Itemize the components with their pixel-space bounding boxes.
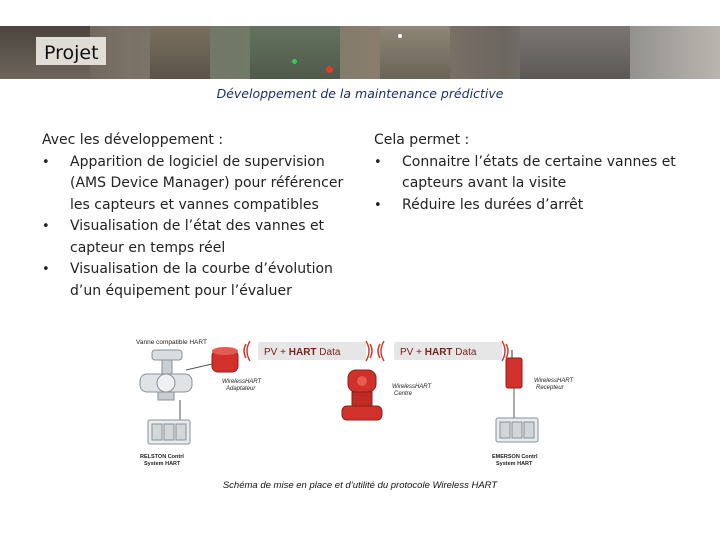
banner-light <box>292 59 297 64</box>
banner-photo-segment <box>380 26 450 79</box>
right-system-label-2: System HART <box>496 461 533 467</box>
gateway-icon <box>342 370 382 420</box>
adapter-label-1: WirelessHART <box>222 379 262 385</box>
list-item <box>42 152 362 217</box>
left-system-label-2: System HART <box>144 461 181 467</box>
receiver-label-2: Recepteur <box>536 385 564 391</box>
wireless-hart-diagram <box>130 320 590 495</box>
banner-light <box>398 34 402 38</box>
valve-icon <box>140 350 192 400</box>
bullet-icon: • <box>42 154 50 170</box>
list-item-text: Visualisation de l’état des vannes et capteur en temps réel <box>70 218 325 256</box>
list-item-text: Connaitre l’états de certaine vannes et capteurs avant la visite <box>402 153 676 191</box>
banner-light <box>326 66 333 73</box>
bullet-icon: • <box>374 154 382 170</box>
list-item <box>42 216 362 259</box>
bullet-icon: • <box>374 197 382 213</box>
page-title: Projet <box>44 42 99 64</box>
right-intro: Cela permet : <box>374 132 470 148</box>
diagram-caption: Schéma de mise en place et d’utilité du protocole Wireless HART <box>222 480 498 491</box>
left-column <box>42 130 362 302</box>
flow-label-left: PV + HART Data <box>264 347 341 358</box>
gateway-label-2: Centre <box>394 391 413 397</box>
left-intro: Avec les développement : <box>42 132 224 148</box>
list-item-text: Apparition de logiciel de supervision (AMS Device Manager) pour référencer les capteurs et vannes compatibles <box>70 153 344 213</box>
banner-photo-segment <box>520 26 630 79</box>
left-system-label-1: RELSTON Contrl <box>140 454 184 460</box>
flow-label-right: PV + HART Data <box>400 347 477 358</box>
adapter-icon <box>186 347 238 372</box>
control-system-icon <box>148 420 190 444</box>
control-system-icon <box>496 418 538 442</box>
bullet-icon: • <box>42 219 50 234</box>
header-banner <box>0 26 720 79</box>
left-bullet-list <box>42 152 362 303</box>
page-subtitle: Développement de la maintenance prédictive <box>216 86 504 101</box>
receiver-label-1: WirelessHART <box>534 378 574 384</box>
list-item <box>374 195 694 217</box>
right-column <box>374 130 694 216</box>
list-item-text: Réduire les durées d’arrêt <box>402 196 584 213</box>
bullet-icon: • <box>42 262 50 277</box>
receiver-icon <box>506 350 522 418</box>
list-item <box>42 259 362 302</box>
banner-photo-segment <box>150 26 210 79</box>
valve-label: Vanne compatible HART <box>136 339 207 346</box>
adapter-label-2: Adaptateur <box>226 386 256 392</box>
gateway-label-1: WirelessHART <box>392 384 432 390</box>
right-bullet-list <box>374 152 694 217</box>
list-item <box>374 152 694 195</box>
list-item-text: Visualisation de la courbe d’évolution d’un équipement pour l’évaluer <box>70 261 333 299</box>
right-system-label-1: EMERSON Contrl <box>492 454 538 460</box>
